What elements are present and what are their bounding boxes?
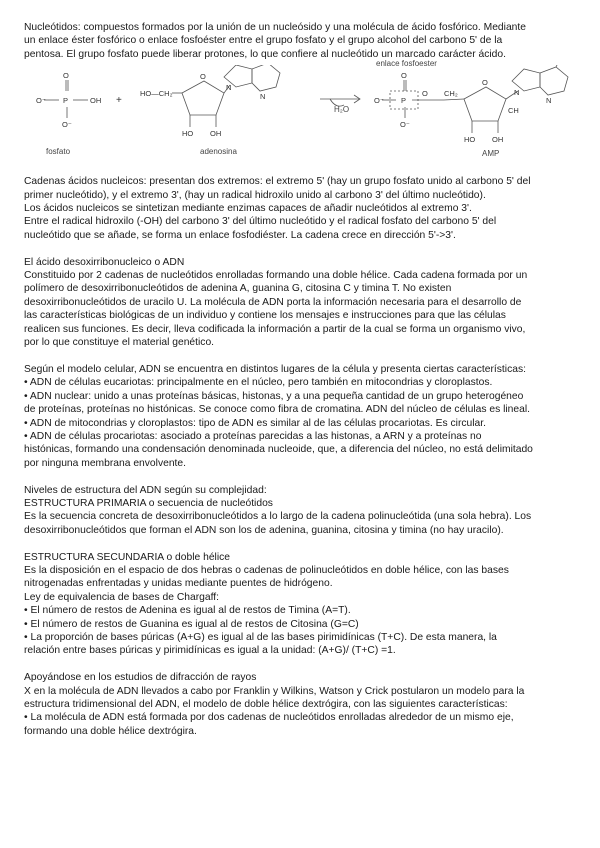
text-line: formando una doble hélice dextrógira. — [24, 725, 197, 737]
atom-label: OH — [492, 135, 504, 145]
text-line: realicen sus funciones. Es decir, lleva codificada la información a partir de la cual se forma un organismo vivo, — [24, 323, 526, 335]
text-line: Niveles de estructura del ADN según su complejidad: — [24, 484, 267, 496]
list-item: • ADN nuclear: unido a unas proteínas básicas, histonas, y a una pequeña cantidad de un grupo heterogéneo — [24, 390, 524, 402]
text-line: Ley de equivalencia de bases de Chargaff: — [24, 591, 220, 603]
atom-label: O⁻ — [374, 96, 384, 106]
text-line: Constituido por 2 cadenas de nucleótidos enrolladas formando una doble hélice. Cada cadena formada por un — [24, 270, 528, 282]
atom-label: HO—CH₂ — [140, 89, 173, 99]
atom-label: CH — [508, 106, 519, 116]
list-item: • ADN de células procariotas: asociado a proteínas parecidas a las histonas, a ARN y a proteínas no — [24, 430, 482, 442]
intro-paragraph — [24, 21, 580, 61]
atom-label: P — [401, 96, 407, 106]
text-line: X en la molécula de ADN llevados a cabo por Franklin y Wilkins, Watson y Crick postularon un modelo para la — [24, 685, 525, 697]
atom-label: O⁻ — [400, 120, 410, 130]
atom-label: O — [482, 78, 488, 88]
atom-label: N — [260, 92, 266, 102]
text-line: Los ácidos nucleicos se sintetizan mediante enzimas capaces de añadir nucleótidos al extremo 3'. — [24, 203, 472, 215]
section-heading: El ácido desoxirribonucleico o ADN — [24, 256, 185, 268]
atom-label: N — [514, 88, 520, 98]
text-line: polímero de desoxirribonucleótidos de adenina A, guanina G, citosina C y timina T. No existen — [24, 283, 452, 295]
list-item: • La proporción de bases púricas (A+G) es igual al de las bases pirimidínicas (T+C). De esta manera, la — [24, 631, 497, 643]
text-line: pentosa. El grupo fosfato puede liberar protones, lo que confiere al nucleótido un marcado carácter ácido. — [24, 48, 506, 60]
atom-label: HO — [464, 135, 476, 145]
text-line: Cadenas ácidos nucleicos: presentan dos extremos: el extremo 5' (hay un grupo fosfato unido al carbono 5' del — [24, 176, 531, 188]
difraccion-section — [24, 671, 580, 738]
water-label: H₂O — [334, 105, 350, 115]
atom-label: N — [546, 96, 552, 106]
text-line: por ninguna membrana envolvente. — [24, 457, 186, 469]
text-line: histónicas, formando una condensación denominada nucleoide, que, a diferencia del núcleo, no está delimitado — [24, 444, 533, 456]
text-line: un enlace éster fosfórico o enlace fosfoéster entre el grupo fosfato y el grupo alcohol del carbono 5' de la — [24, 35, 503, 47]
adn-section — [24, 256, 580, 350]
list-item: • El número de restos de Adenina es igual al de restos de Timina (A=T). — [24, 605, 351, 617]
text-line: relación entre bases púricas y pirimidínicas es igual a la unidad: (A+G)/ (T+C) =1. — [24, 645, 396, 657]
atom-label: O — [63, 71, 69, 81]
atom-label: OH — [210, 129, 222, 139]
chains-paragraph — [24, 175, 580, 242]
plus-sign: + — [116, 95, 122, 107]
niveles-section — [24, 484, 580, 538]
atom-label: HO — [182, 129, 194, 139]
atom-label: N — [226, 83, 232, 93]
secundaria-section — [24, 551, 580, 658]
text-line: Es la secuencia concreta de desoxirribonucleótidos a lo largo de la cadena polinucleótida (una sola hebra). Los — [24, 511, 532, 523]
atom-label: P — [63, 96, 69, 106]
list-item: • ADN de células eucariotas: principalmente en el núcleo, pero también en mitocondrias y cloroplastos. — [24, 377, 493, 389]
section-heading: ESTRUCTURA PRIMARIA o secuencia de nucleótidos — [24, 497, 273, 509]
text-line: Nucleótidos: compuestos formados por la unión de un nucleósido y una molécula de ácido fosfórico. Mediante — [24, 22, 526, 33]
list-item: • La molécula de ADN está formada por dos cadenas de nucleótidos enrolladas alrededor de un mismo eje, — [24, 712, 514, 724]
text-line: de proteínas, proteínas no histónicas. Se conoce como fibra de cromatina. ADN del núcleo de células es lineal. — [24, 404, 530, 416]
amp-label: AMP — [482, 149, 500, 159]
text-line: Según el modelo celular, ADN se encuentra en distintos lugares de la célula y presenta ciertas características: — [24, 363, 526, 375]
text-line: desoxirribonucleótidos de uracilo U. La molécula de ADN porta la información necesaria para el desarrollo de — [24, 296, 522, 308]
reaction-diagram — [24, 65, 580, 161]
text-line: desoxirribonucleótidos que forman el ADN son los de adenina, guanina, citosina y timina (no hay uracilo). — [24, 524, 504, 536]
nucleotide-formation-figure — [24, 59, 580, 161]
text-line: nitrogenadas enfrentadas y unidas mediante puentes de hidrógeno. — [24, 578, 333, 590]
document-page — [24, 21, 580, 738]
list-item: • ADN de mitocondrias y cloroplastos: tipo de ADN es similar al de las células procariotas. Es circular. — [24, 417, 487, 429]
fosfato-label: fosfato — [46, 147, 71, 157]
text-line: Apoyándose en los estudios de difracción de rayos — [24, 672, 257, 684]
text-line: nucleótido que se añade, se forma un enlace fosfodiéster. La cadena crece en dirección 5'->3'. — [24, 229, 456, 241]
adenosina-label: adenosina — [200, 147, 237, 157]
atom-label: CH₂ — [444, 89, 458, 99]
text-line: Entre el radical hidroxilo (-OH) del carbono 3' del último nucleótido y el radical fosfato del carbono 5' del — [24, 216, 497, 228]
enlace-label: enlace fosfoester — [376, 59, 437, 69]
atom-label: OH — [90, 96, 102, 106]
list-item: • El número de restos de Guanina es igual al de restos de Citosina (G=C) — [24, 618, 359, 630]
text-line: por lo que constituye el material genético. — [24, 337, 215, 349]
atom-label: O — [200, 72, 206, 82]
atom-label: O⁻ — [36, 96, 46, 106]
text-line: estructura tridimensional del ADN, el modelo de doble hélice dextrógira, con las siguientes características: — [24, 698, 508, 710]
text-line: Es la disposición en el espacio de dos hebras o cadenas de polinucleótidos en doble hélice, con las bases — [24, 564, 509, 576]
text-line: las características biológicas de un individuo y contiene los mensajes e instrucciones para que las células — [24, 310, 506, 322]
atom-label: O⁻ — [62, 120, 72, 130]
atom-label: O — [422, 89, 428, 99]
section-heading: ESTRUCTURA SECUNDARIA o doble hélice — [24, 551, 231, 563]
modelo-celular-section — [24, 363, 580, 470]
text-line: primer nucleótido), y el extremo 3', (hay un radical hidroxilo unido al carbono 3' del último nucleótido). — [24, 189, 486, 201]
atom-label: O — [401, 71, 407, 81]
